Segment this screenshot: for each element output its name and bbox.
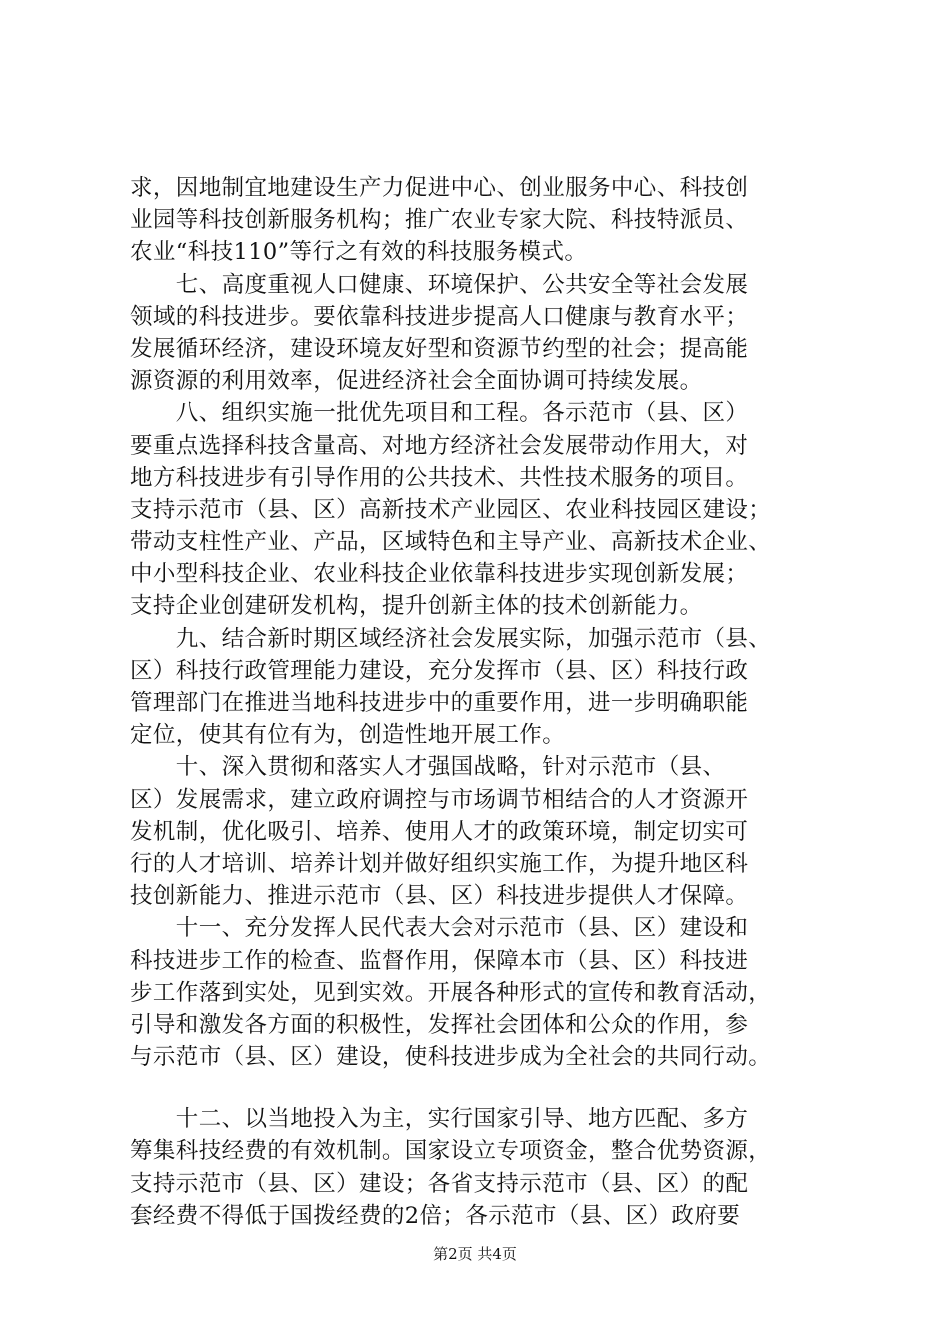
text-line: 要重点选择科技含量高、对地方经济社会发展带动作用大，对 [130,432,749,459]
text-line: 支持企业创建研发机构，提升创新主体的技术创新能力。 [130,593,703,620]
text-line: 农业“科技110”等行之有效的科技服务模式。 [130,239,588,266]
text-block-continued [130,1103,830,1232]
text-line: 区）科技行政管理能力建设，充分发挥市（县、区）科技行政 [130,657,749,684]
text-line: 与示范市（县、区）建设，使科技进步成为全社会的共同行动。 [130,1044,772,1071]
text-line: 技创新能力、推进示范市（县、区）科技进步提供人才保障。 [130,883,749,910]
text-block-main [130,172,830,1073]
paragraph-gap [130,1073,830,1103]
text-line: 业园等科技创新服务机构；推广农业专家大院、科技特派员、 [130,207,749,234]
text-line: 管理部门在推进当地科技进步中的重要作用，进一步明确职能 [130,690,749,716]
text-line: 源资源的利用效率，促进经济社会全面协调可持续发展。 [130,368,703,395]
text-line: 行的人才培训、培养计划并做好组织实施工作，为提升地区科 [130,850,749,877]
text-line: 九、结合新时期区域经济社会发展实际，加强示范市（县、 [130,625,772,652]
text-line: 支持示范市（县、区）建设；各省支持示范市（县、区）的配 [130,1170,749,1197]
text-line: 筹集科技经费的有效机制。国家设立专项资金，整合优势资源， [130,1138,772,1165]
text-line: 支持示范市（县、区）高新技术产业园区、农业科技园区建设； [130,496,772,523]
text-line: 套经费不得低于国拨经费的2倍；各示范市（县、区）政府要 [130,1202,741,1229]
text-line: 科技进步工作的检查、监督作用，保障本市（县、区）科技进 [130,947,749,974]
text-line: 十二、以当地投入为主，实行国家引导、地方匹配、多方 [130,1106,749,1133]
text-line: 区）发展需求，建立政府调控与市场调节相结合的人才资源开 [130,786,749,813]
text-line: 领域的科技进步。要依靠科技进步提高人口健康与教育水平； [130,303,749,330]
text-line: 定位，使其有位有为，创造性地开展工作。 [130,722,566,749]
text-line: 十一、充分发挥人民代表大会对示范市（县、区）建设和 [130,915,749,942]
text-line: 求，因地制宜地建设生产力促进中心、创业服务中心、科技创 [130,175,749,201]
text-line: 七、高度重视人口健康、环境保护、公共安全等社会发展 [130,271,749,298]
text-line: 地方科技进步有引导作用的公共技术、共性技术服务的项目。 [130,464,749,491]
text-line: 八、组织实施一批优先项目和工程。各示范市（县、区） [130,400,749,427]
page-footer: 第2页 共4页 [433,1245,517,1263]
text-line: 带动支柱性产业、产品，区域特色和主导产业、高新技术企业、 [130,529,772,556]
text-line: 发展循环经济，建设环境友好型和资源节约型的社会；提高能 [130,335,749,362]
text-line: 中小型科技企业、农业科技企业依靠科技进步实现创新发展； [130,561,749,588]
text-line: 十、深入贯彻和落实人才强国战略，针对示范市（县、 [130,754,726,781]
text-line: 引导和激发各方面的积极性，发挥社会团体和公众的作用，参 [130,1011,749,1038]
text-line: 步工作落到实处，见到实效。开展各种形式的宣传和教育活动， [130,979,772,1006]
text-line: 发机制，优化吸引、培养、使用人才的政策环境，制定切实可 [130,818,749,845]
document-body [130,172,830,1232]
